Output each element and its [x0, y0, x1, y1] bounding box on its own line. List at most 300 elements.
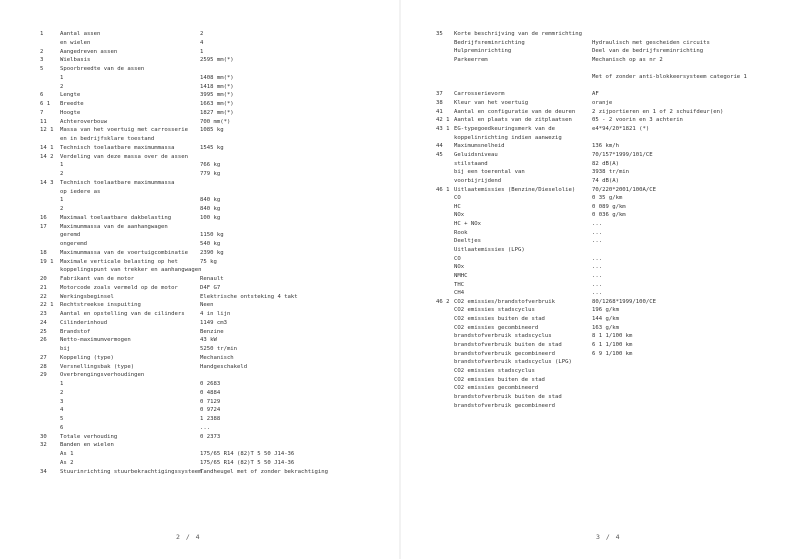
spec-label: stilstaand [454, 160, 488, 167]
spec-row [0, 196, 400, 204]
spec-row [400, 39, 800, 47]
spec-row [0, 118, 400, 126]
spec-value: 1827 mm(*) [200, 109, 234, 116]
spec-value: ... [592, 238, 603, 245]
spec-label: Cilinderinhoud [60, 319, 108, 326]
spec-label: Motorcode zoals vermeld op de motor [60, 284, 178, 291]
spec-number: 24 [40, 319, 47, 326]
spec-value: 1663 mm(*) [200, 101, 234, 107]
spec-label: Kleur van het voertuig [454, 100, 529, 107]
spec-value: 2390 kg [200, 249, 224, 256]
spec-label: HC + NOx [454, 221, 481, 228]
spec-row [0, 468, 400, 476]
spec-number: 22 [40, 293, 47, 300]
spec-row [0, 39, 400, 47]
spec-value: 75 kg [200, 258, 217, 265]
spec-label: Totale verhouding [60, 433, 118, 440]
spec-value: ... [592, 272, 603, 279]
spec-label: Uitlaatemissies (Benzine/Dieselolie) [454, 186, 576, 193]
spec-number: 41 [436, 108, 443, 115]
spec-value: 6 9 1/100 km [592, 350, 633, 357]
spec-label: Deeltjes [454, 238, 481, 245]
spec-label: EG-typegoedkeuringsmerk van de [454, 126, 556, 133]
spec-label: Geluidsniveau [454, 151, 498, 158]
spec-label: Hoogte [60, 109, 81, 116]
spec-label: CO2 emissies stadscyclus [454, 367, 535, 374]
spec-number: 5 [40, 66, 44, 72]
spec-row [0, 284, 400, 292]
spec-label: NOx [454, 264, 465, 271]
spec-row [400, 315, 800, 323]
spec-row [400, 134, 800, 142]
spec-label: Aantal assen [60, 31, 101, 37]
spec-label: Uitlaatemissies (LPG) [454, 247, 525, 253]
spec-label: en in bedrijfsklare toestand [60, 136, 155, 142]
spec-value: 175/65 R14 (82)T 5 50 J14-36 [200, 459, 295, 466]
spec-value: ... [592, 229, 603, 236]
spec-number: 16 [40, 214, 47, 221]
spec-row [400, 99, 800, 107]
spec-row [400, 56, 800, 64]
spec-row [0, 310, 400, 318]
spec-label: Hulpreminrichting [454, 48, 512, 55]
spec-value: 4 in lijn [200, 311, 231, 317]
spec-value: 100 kg [200, 214, 221, 221]
spec-row [400, 298, 800, 306]
spec-row [0, 179, 400, 187]
spec-label: CO2 emissies gecombineerd [454, 385, 539, 392]
spec-label: Maximumsnelheid [454, 143, 505, 150]
spec-label: Aangedreven assen [60, 48, 118, 55]
spec-row [400, 324, 800, 332]
spec-row [0, 161, 400, 169]
spec-label: NMHC [454, 272, 468, 279]
spec-row [0, 223, 400, 231]
spec-label: 2 [60, 83, 64, 90]
spec-label: op iedere as [60, 188, 101, 195]
spec-label: ongeremd [60, 241, 87, 247]
spec-number: 7 [40, 109, 44, 116]
spec-row [0, 424, 400, 432]
spec-value: 1 2388 [200, 416, 221, 422]
spec-row [0, 135, 400, 143]
spec-label: Korte beschrijving van de remmrichting [454, 31, 582, 37]
spec-number: 14 2 [40, 153, 54, 160]
spec-row [400, 384, 800, 392]
spec-label: Aantal en plaats van de zitplaatsen [454, 117, 572, 124]
spec-value: Met of zonder anti-blokkeersysteem categorie 1 [592, 74, 747, 81]
spec-number: 12 1 [40, 127, 54, 134]
spec-label: koppelingspunt van trekker en aanhangwagen [60, 267, 202, 274]
spec-row [0, 91, 400, 99]
spec-number: 21 [40, 284, 47, 291]
spec-number: 35 [436, 31, 443, 37]
spec-value: 1 [200, 48, 204, 55]
spec-row [400, 376, 800, 384]
spec-label: As 2 [60, 459, 74, 466]
spec-row [0, 188, 400, 196]
spec-value: 163 g/km [592, 324, 619, 331]
spec-number: 6 [40, 92, 44, 99]
spec-label: Breedte [60, 101, 84, 107]
spec-number: 26 [40, 337, 47, 344]
spec-value: 1408 mm(*) [200, 74, 234, 81]
spec-label: Carrosserievorm [454, 91, 505, 98]
spec-label: brandstofverbruik gecombineerd [454, 402, 556, 409]
spec-number: 14 3 [40, 179, 54, 186]
spec-label: Massa van het voertuig met carrosserie [60, 127, 188, 134]
spec-label: Lengte [60, 92, 81, 99]
spec-label: geremd [60, 232, 81, 239]
spec-label: CO2 emissies stadscyclus [454, 307, 535, 314]
spec-row [400, 350, 800, 358]
spec-value: 196 g/km [592, 307, 619, 314]
spec-value: 6 1 1/100 km [592, 342, 633, 349]
spec-label: Achteroverbouw [60, 118, 108, 125]
spec-value: Renault [200, 276, 224, 282]
spec-row [0, 380, 400, 388]
page-number-left: 2 / 4 [176, 533, 201, 541]
spec-row [0, 258, 400, 266]
spec-value: Handgeschakeld [200, 363, 248, 370]
spec-row [0, 345, 400, 353]
spec-value: 3995 mm(*) [200, 92, 234, 99]
spec-row [0, 328, 400, 336]
spec-number: 45 [436, 151, 443, 158]
spec-row [400, 108, 800, 116]
spec-row [400, 358, 800, 366]
spec-label: CO2 emissies gecombineerd [454, 324, 539, 331]
spec-row [0, 170, 400, 178]
spec-number: 37 [436, 91, 443, 98]
spec-row [0, 266, 400, 274]
spec-row [400, 65, 800, 73]
spec-value: 779 kg [200, 171, 221, 177]
spec-value: AF [592, 91, 599, 98]
spec-value: 70/157*1999/101/CE [592, 151, 653, 158]
spec-number: 28 [40, 363, 47, 370]
spec-label: CO2 emissies buiten de stad [454, 376, 545, 383]
spec-value: ... [592, 255, 603, 262]
spec-label: 2 [60, 171, 64, 177]
spec-label: brandstofverbruik stadscyclus (LPG) [454, 359, 572, 366]
spec-label: brandstofverbruik buiten de stad [454, 393, 562, 400]
spec-value: 766 kg [200, 162, 221, 169]
spec-row [400, 229, 800, 237]
spec-value: 2 [200, 31, 204, 37]
spec-value: Elektrische ontsteking 4 takt [200, 293, 298, 300]
spec-row [0, 433, 400, 441]
spec-row [400, 237, 800, 245]
spec-row [0, 249, 400, 257]
spec-row [400, 263, 800, 271]
spec-value: 70/220*2001/100A/CE [592, 186, 656, 193]
spec-number: 27 [40, 354, 47, 361]
spec-number: 23 [40, 311, 47, 317]
spec-value: 840 kg [200, 197, 221, 204]
spec-row [0, 450, 400, 458]
spec-row [0, 74, 400, 82]
spec-row [400, 281, 800, 289]
spec-value: 43 kW [200, 337, 217, 344]
spec-value: 8 1 1/100 km [592, 333, 633, 340]
spec-label: 3 [60, 398, 64, 405]
page-number-right: 3 / 4 [596, 533, 621, 541]
spec-label: voorbijrijdend [454, 177, 502, 184]
spec-label: HC [454, 203, 461, 210]
spec-value: 840 kg [200, 206, 221, 212]
spec-row [400, 177, 800, 185]
spec-row [0, 109, 400, 117]
spec-row [400, 194, 800, 202]
spec-row [0, 100, 400, 108]
spec-row [400, 90, 800, 98]
spec-value: 1418 mm(*) [200, 83, 234, 90]
spec-row [400, 402, 800, 410]
spec-number: 19 1 [40, 258, 54, 265]
spec-number: 14 1 [40, 144, 54, 151]
spec-value: 0 35 g/km [592, 195, 623, 202]
spec-value: Benzine [200, 328, 224, 335]
spec-row [0, 56, 400, 64]
spec-number: 42 1 [436, 117, 450, 124]
spec-row [0, 319, 400, 327]
spec-row [0, 65, 400, 73]
spec-label: Technisch toelaatbare maximummassa [60, 144, 175, 151]
spec-row [0, 459, 400, 467]
spec-value: 144 g/km [592, 316, 619, 323]
spec-row [0, 153, 400, 161]
spec-label: Netto-maximumvermogen [60, 337, 131, 344]
spec-number: 3 [40, 57, 44, 64]
spec-number: 30 [40, 433, 47, 440]
spec-number: 25 [40, 328, 47, 335]
spec-label: Werkingsbeginsel [60, 293, 114, 300]
spec-row [0, 293, 400, 301]
spec-label: Koppeling (type) [60, 354, 114, 361]
spec-value: Mechanisch [200, 354, 234, 361]
spec-label: Fabrikant van de motor [60, 276, 135, 282]
spec-number: 11 [40, 118, 47, 125]
spec-value: e4*94/20*1821 (*) [592, 126, 650, 133]
spec-value: Deel van de bedrijfsreminrichting [592, 48, 704, 55]
spec-label: Overbrengingsverhoudingen [60, 372, 145, 379]
spec-label: 1 [60, 381, 64, 387]
spec-value: 175/65 R14 (82)T 5 50 J14-36 [200, 451, 295, 457]
spec-label: koppelinrichting indien aanwezig [454, 134, 562, 141]
spec-value: ... [592, 221, 603, 228]
spec-row [0, 83, 400, 91]
spec-number: 32 [40, 442, 47, 449]
document-page-right [400, 0, 800, 559]
spec-row [400, 203, 800, 211]
spec-value: 2 zijportieren en 1 of 2 schuifdeur(en) [592, 108, 724, 115]
spec-number: 17 [40, 223, 47, 230]
spec-value: ... [592, 290, 603, 297]
spec-value: 4 [200, 39, 204, 46]
spec-value: 1149 cm3 [200, 319, 227, 326]
spec-row [0, 441, 400, 449]
spec-label: 1 [60, 74, 64, 81]
spec-label: Technisch toelaatbare maximummassa [60, 179, 175, 186]
spec-row [400, 220, 800, 228]
spec-row [400, 160, 800, 168]
spec-label: Stuurinrichting stuurbekrachtigingssysteem [60, 468, 202, 475]
spec-label: THC [454, 281, 465, 288]
spec-number: 20 [40, 276, 47, 282]
spec-number: 44 [436, 143, 443, 150]
spec-row [400, 393, 800, 401]
spec-label: 1 [60, 162, 64, 169]
spec-row [400, 186, 800, 194]
spec-value: 700 mm(*) [200, 118, 231, 125]
spec-row [0, 354, 400, 362]
spec-label: Verdeling van deze massa over de assen [60, 153, 188, 160]
spec-number: 46 2 [436, 298, 450, 305]
spec-row [0, 363, 400, 371]
spec-label: brandstofverbruik gecombineerd [454, 350, 556, 357]
spec-row [0, 371, 400, 379]
spec-label: Banden en wielen [60, 442, 114, 449]
spec-value: 05 - 2 voorin en 3 achterin [592, 117, 683, 124]
spec-row [0, 301, 400, 309]
spec-row [400, 341, 800, 349]
spec-row [0, 231, 400, 239]
spec-label: CO2 emissies/brandstofverbruik [454, 298, 556, 305]
spec-value: 74 dB(A) [592, 177, 619, 184]
spec-value: 0 4884 [200, 389, 221, 396]
spec-label: CO [454, 195, 461, 202]
spec-label: Bedrijfsreminrichting [454, 39, 525, 46]
spec-value: 0 7129 [200, 398, 221, 405]
spec-label: Aantal en opstelling van de cilinders [60, 311, 185, 317]
spec-row [400, 116, 800, 124]
spec-value: 5250 tr/min [200, 346, 238, 352]
spec-label: 6 [60, 424, 64, 431]
spec-number: 1 [40, 31, 44, 37]
spec-row [400, 30, 800, 38]
spec-label: brandstofverbruik buiten de stad [454, 342, 562, 349]
spec-number: 29 [40, 372, 47, 379]
spec-value: ... [592, 264, 603, 271]
spec-number: 2 [40, 48, 44, 55]
spec-value: 80/1268*1999/100/CE [592, 298, 656, 305]
spec-number: 34 [40, 468, 47, 475]
spec-number: 38 [436, 100, 443, 107]
spec-row [400, 272, 800, 280]
spec-row [0, 240, 400, 248]
spec-value: 0 9724 [200, 407, 221, 414]
spec-value: 82 dB(A) [592, 160, 619, 167]
spec-row [400, 246, 800, 254]
spec-label: NOx [454, 212, 465, 219]
spec-label: Wielbasis [60, 57, 91, 64]
spec-value: Hydraulisch met gescheiden circuits [592, 39, 710, 46]
spec-number: 18 [40, 249, 47, 256]
spec-label: Maximummassa van de voertuigcombinatie [60, 249, 188, 256]
spec-value: 2595 mm(*) [200, 57, 234, 64]
spec-value: Neen [200, 302, 214, 309]
spec-row [400, 125, 800, 133]
spec-value: Mechanisch op as nr 2 [592, 56, 663, 63]
spec-value: 1545 kg [200, 144, 224, 151]
spec-row [400, 306, 800, 314]
spec-row [400, 211, 800, 219]
spec-row [0, 389, 400, 397]
spec-row [0, 126, 400, 134]
spec-label: 2 [60, 206, 64, 212]
spec-label: 1 [60, 197, 64, 204]
spec-row [400, 332, 800, 340]
spec-row [400, 255, 800, 263]
spec-number: 22 1 [40, 302, 54, 309]
spec-row [400, 168, 800, 176]
spec-value: 136 km/h [592, 143, 619, 150]
spec-row [0, 275, 400, 283]
spec-value: Tandheugel met of zonder bekrachtiging [200, 468, 328, 475]
spec-label: 4 [60, 407, 64, 414]
spec-label: Maximaal toelaatbare dakbelasting [60, 214, 172, 221]
spec-row [400, 73, 800, 81]
spec-label: 2 [60, 389, 64, 396]
spec-value: 540 kg [200, 241, 221, 247]
spec-label: bij een toerental van [454, 169, 525, 176]
spec-number: 43 1 [436, 126, 450, 133]
spec-label: CH4 [454, 290, 465, 297]
spec-value: ... [592, 281, 603, 288]
spec-value: D4F G7 [200, 284, 221, 291]
spec-value: 0 2373 [200, 433, 221, 440]
spec-value: 0 2683 [200, 381, 221, 387]
spec-number: 6 1 [40, 101, 51, 107]
spec-label: CO [454, 255, 461, 262]
spec-label: Rook [454, 229, 468, 236]
spec-number: 46 1 [436, 186, 450, 193]
spec-row [0, 48, 400, 56]
spec-row [0, 205, 400, 213]
spec-label: Spoorbreedte van de assen [60, 66, 145, 72]
spec-label: Maximale verticale belasting op het [60, 258, 178, 265]
spec-row [400, 367, 800, 375]
spec-row [0, 144, 400, 152]
spec-label: en wielen [60, 39, 91, 46]
spec-label: Brandstof [60, 328, 91, 335]
spec-row [400, 289, 800, 297]
spec-label: Parkeerrem [454, 56, 488, 63]
spec-row [400, 47, 800, 55]
spec-value: oranje [592, 100, 613, 107]
spec-value: 0 036 g/km [592, 212, 626, 219]
spec-row [0, 336, 400, 344]
spec-value: ... [200, 424, 211, 431]
spec-row [0, 406, 400, 414]
spec-row [0, 30, 400, 38]
spec-value: 0 089 g/km [592, 203, 626, 210]
spec-label: Versnellingsbak (type) [60, 363, 135, 370]
spec-row [0, 415, 400, 423]
spec-row [400, 142, 800, 150]
spec-label: Maximummassa van de aanhangwagen [60, 223, 168, 230]
spec-label: Rechtstreekse inspuiting [60, 302, 141, 309]
spec-value: 3938 tr/min [592, 169, 630, 176]
spec-row [0, 214, 400, 222]
spec-label: Aantal en configuratie van de deuren [454, 108, 576, 115]
spec-row [400, 151, 800, 159]
spec-value: 1150 kg [200, 232, 224, 239]
spec-row [400, 82, 800, 90]
spec-row [0, 398, 400, 406]
spec-label: As 1 [60, 451, 74, 457]
